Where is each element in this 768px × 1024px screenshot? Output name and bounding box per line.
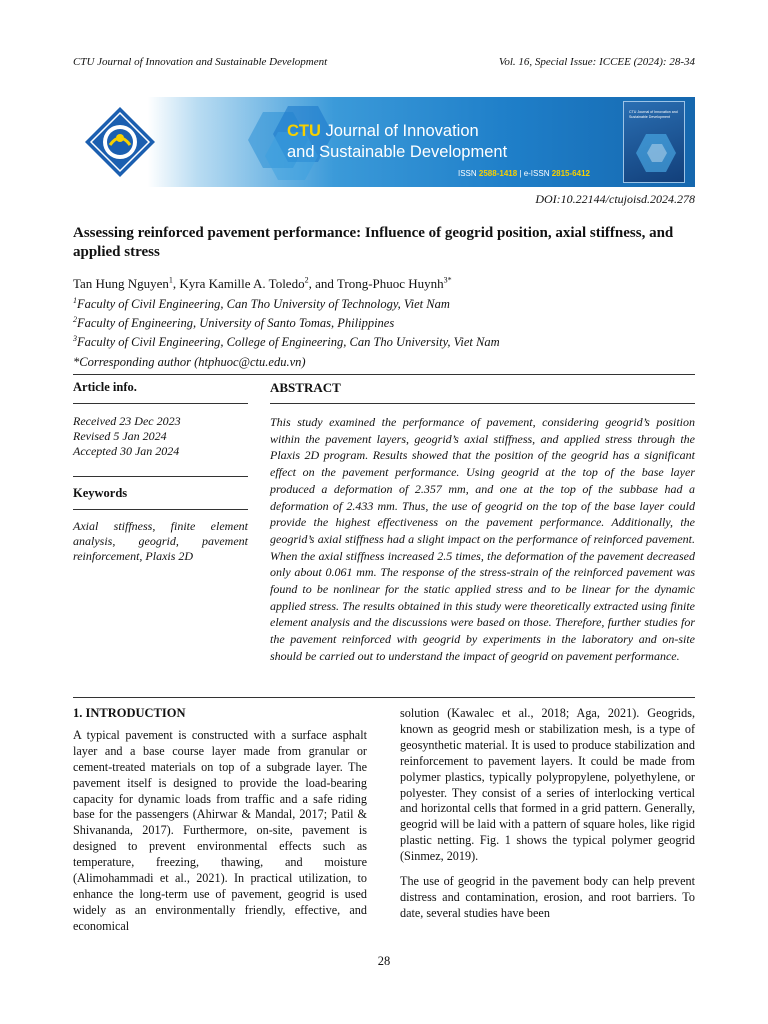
author-sep: , and: [308, 276, 337, 291]
article-info-rule: [73, 403, 248, 404]
author-name: Kyra Kamille A. Toledo: [179, 276, 305, 291]
revised-date: Revised 5 Jan 2024: [73, 429, 167, 443]
right-column: [400, 706, 695, 922]
accepted-date: Accepted 30 Jan 2024: [73, 444, 180, 458]
author-list: [73, 276, 452, 292]
abstract-text: This study examined the performance of pavement, considering geogrid’s position within the pavement layers, geogrid’s axial stiffness, and applied stress through the Plaxis 2D program. Results showed that the position of the geogrid has a significant effect on the pavement performance. Using geogrid at the top of the base layer produced a deformation of 2.357 mm, and one at the top of the subbase had a deformation of 2.433 mm. Thus, the use of geogrid on the top of the base layer could provide the highest effectiveness on the pavement performance. Additionally, the geogrid’s axial stiffness had a slight impact on the performance of reinforced pavement. When the axial stiffness increased 2.5 times, the deformation of the pavement decreased only about 0.061 mm. The response of the stress-strain of the reinforced pavement was found to be nonlinear for the static applied stress and to be linear for the dynamic applied stress. The results obtained in this study were theoretically extracted using finite element analysis and the discussions were based on those. Therefore, further studies for the pavement reinforced with geogrid by experiments in the laboratory and on-site should be carried out to understand the impact of geogrid on pavement performance.: [270, 415, 695, 663]
banner-title: [287, 121, 507, 163]
volume-info: Vol. 16, Special Issue: ICCEE (2024): 28-34: [498, 56, 695, 68]
affiliation-text: Faculty of Engineering, University of Santo Tomas, Philippines: [77, 316, 395, 330]
article-info-heading: Article info.: [73, 380, 137, 394]
journal-name: CTU Journal of Innovation and Sustainable Development: [73, 56, 328, 68]
body-paragraph: The use of geogrid in the pavement body can help prevent distress and contamination, erosion, and root barriers. To date, several studies have been: [400, 874, 695, 920]
abstract-heading: ABSTRACT: [270, 380, 341, 395]
banner-issn: [458, 169, 590, 178]
university-logo: [83, 105, 157, 179]
banner-title-line2: and Sustainable Development: [287, 143, 508, 161]
eissn-value: 2815-6412: [551, 169, 590, 178]
cover-title: CTU Journal of Innovation and Sustainable Development: [629, 110, 678, 119]
author-sup: 2: [304, 275, 309, 285]
author-sep: ,: [172, 276, 180, 291]
issn-value: 2588-1418: [478, 169, 518, 178]
article-dates: [73, 414, 248, 459]
keywords-heading: Keywords: [73, 486, 128, 500]
issn-label: ISSN: [458, 169, 479, 178]
author-name: Tan Hung Nguyen: [73, 276, 169, 291]
section-heading: 1. INTRODUCTION: [73, 706, 186, 720]
author-name: Trong-Phuoc Huynh: [336, 276, 444, 291]
affiliation: [73, 297, 450, 312]
body-paragraph: solution (Kawalec et al., 2018; Aga, 2021). Geogrids, known as geogrid mesh or stabilization mesh, is a type of geosynthetic material. It is used to produce stabilization and reinforcement to pavement layers. It could be made from polymer plastics, typically polypropylene, polyethylene, or polyester. They consist of a series of interlocking vertical and horizontal cells that formed in a grid pattern. Generally, geogrid will be laid with a pattern of square holes, like rigid plastic netting. Fig. 1 shows the typical polymer geogrid (Sinmez, 2019).: [400, 706, 695, 864]
page-number: 28: [377, 954, 391, 968]
doi: DOI:10.22144/ctujoisd.2024.278: [535, 192, 695, 206]
running-header: [73, 56, 695, 70]
affiliation-text: Faculty of Civil Engineering, College of Engineering, Can Tho University, Viet Nam: [77, 335, 500, 349]
bottom-rule: [73, 697, 695, 698]
keywords-rule: [73, 509, 248, 510]
eissn-label: | e-ISSN: [517, 169, 552, 178]
affiliation-sup: 2: [73, 314, 77, 324]
paper-title: Assessing reinforced pavement performance: Influence of geogrid position, axial stiffness, and applied stress: [73, 225, 674, 260]
top-rule: [73, 374, 695, 375]
keywords-top-rule: [73, 476, 248, 477]
author-sup: 1: [168, 275, 173, 285]
affiliation-text: Faculty of Civil Engineering, Can Tho University of Technology, Viet Nam: [77, 297, 450, 311]
affiliation-sup: 1: [73, 295, 77, 305]
affiliation: [73, 316, 394, 331]
banner-brand: CTU: [287, 122, 321, 140]
received-date: Received 23 Dec 2023: [73, 414, 181, 428]
corresponding-author: *Corresponding author (htphuoc@ctu.edu.vn): [73, 355, 306, 369]
affiliation: [73, 335, 500, 350]
affiliation-sup: 3: [73, 333, 77, 343]
journal-cover-thumbnail: [623, 101, 685, 183]
journal-banner: [73, 97, 695, 187]
left-column: [73, 706, 367, 935]
keywords-text: Axial stiffness, finite element analysis, geogrid, pavement reinforcement, Plaxis 2D: [73, 519, 248, 563]
body-paragraph: A typical pavement is constructed with a surface asphalt layer and a base course layer made from granular or cement-treated materials on top of a subgrade layer. The pavement itself is designed to provide the load-bearing capacity for dynamic loads from traffic and a safe riding base for the passengers (Ahirwar & Mandal, 2017; Patil & Shivananda, 2017). Furthermore, on-site, pavement is designed to prevent environmental effects such as temperature, freezing, thawing, and moisture (Alimohammadi et al., 2021). In practical utilization, to enhance the long-term use of pavement, geogrid is used widely as an environmentally friendly, effective, and economical: [73, 727, 367, 933]
abstract-rule: [270, 403, 695, 404]
cover-hexagon-icon: [632, 130, 680, 176]
author-sup: 3*: [443, 275, 452, 285]
banner-title-line1: Journal of Innovation: [320, 122, 479, 140]
